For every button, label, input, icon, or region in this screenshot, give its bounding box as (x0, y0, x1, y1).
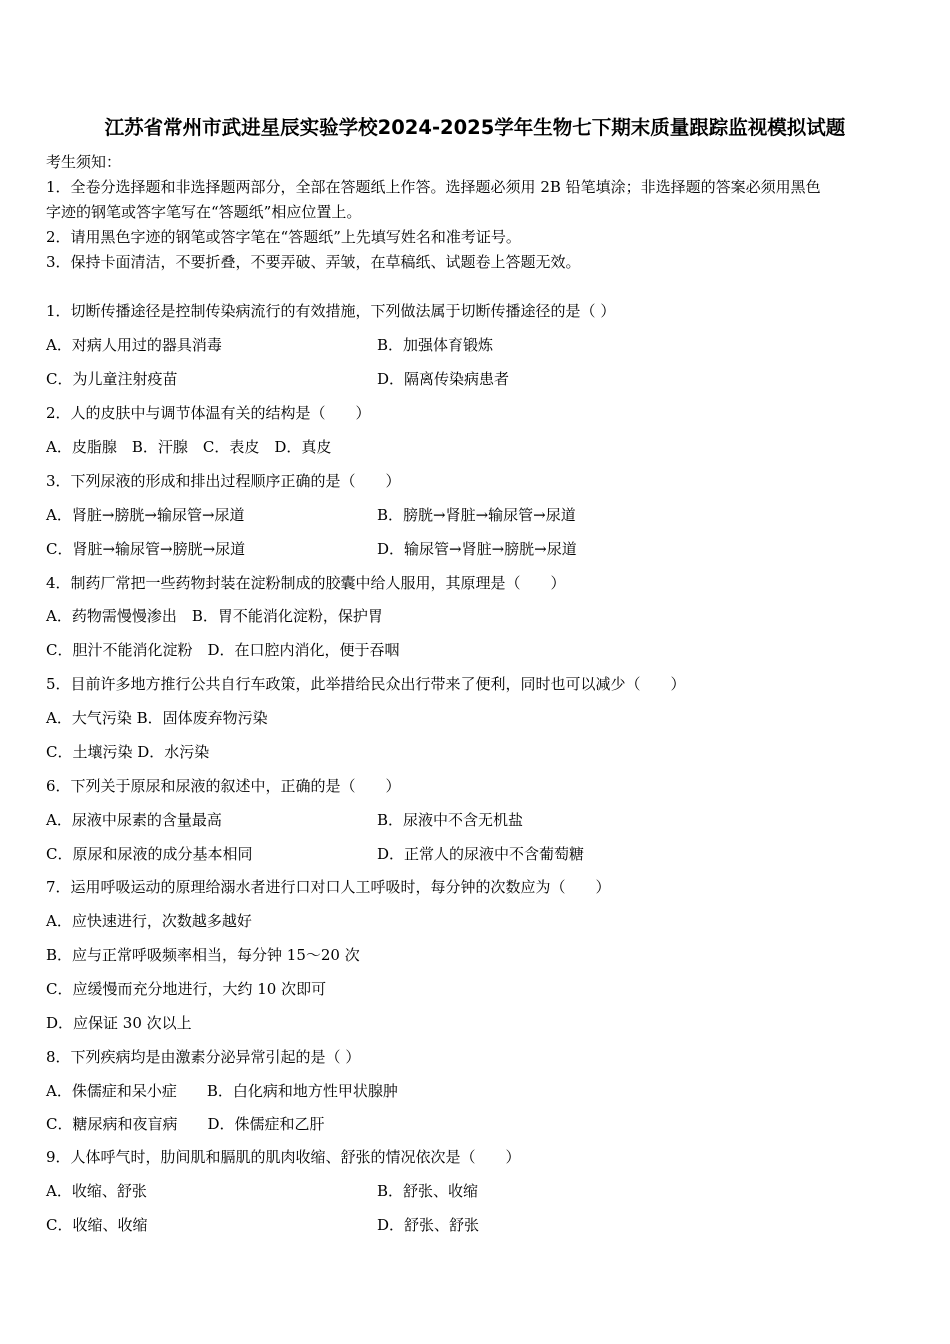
notice-item: 1．全卷分选择题和非选择题两部分，全部在答题纸上作答。选择题必须用 2B 铅笔填涂；非选择题的答案必须用黑色 (46, 178, 821, 196)
option-row[interactable]: A．药物需慢慢渗出 B．胃不能消化淀粉，保护胃 (46, 607, 383, 625)
option-row[interactable]: A．大气污染 B．固体废弃物污染 (46, 709, 268, 727)
notice-item: 3．保持卡面清洁，不要折叠，不要弄破、弄皱，在草稿纸、试题卷上答题无效。 (46, 253, 581, 271)
question-stem: 4．制药厂常把一些药物封装在淀粉制成的胶囊中给人服用，其原理是（ ） (46, 574, 566, 592)
option-a[interactable]: A．肾脏→膀胱→输尿管→尿道 (46, 506, 245, 524)
question-stem: 5．目前许多地方推行公共自行车政策，此举措给民众出行带来了便利，同时也可以减少（ ） (46, 675, 686, 693)
option-d[interactable]: D．输尿管→肾脏→膀胱→尿道 (377, 540, 577, 558)
question-stem: 7．运用呼吸运动的原理给溺水者进行口对口人工呼吸时，每分钟的次数应为（ ） (46, 878, 611, 896)
notice-item: 2．请用黑色字迹的钢笔或答字笔在“答题纸”上先填写姓名和准考证号。 (46, 228, 521, 246)
option-b[interactable]: B．膀胱→肾脏→输尿管→尿道 (377, 506, 576, 524)
option-b[interactable]: B．尿液中不含无机盐 (377, 811, 524, 829)
option-row[interactable]: C．胆汁不能消化淀粉 D．在口腔内消化，便于吞咽 (46, 641, 400, 659)
option-b[interactable]: B．舒张、收缩 (377, 1182, 479, 1200)
option-d[interactable]: D．应保证 30 次以上 (46, 1014, 192, 1032)
question-stem: 2．人的皮肤中与调节体温有关的结构是（ ） (46, 404, 371, 422)
notice-item: 字迹的钢笔或答字笔写在“答题纸”相应位置上。 (46, 203, 362, 221)
exam-title: 江苏省常州市武进星辰实验学校2024-2025学年生物七下期末质量跟踪监视模拟试题 (104, 116, 846, 139)
option-d[interactable]: D．隔离传染病患者 (377, 370, 510, 388)
option-d[interactable]: D．舒张、舒张 (377, 1216, 480, 1234)
option-row[interactable]: C．糖尿病和夜盲病 D．侏儒症和乙肝 (46, 1115, 325, 1133)
question-stem: 3．下列尿液的形成和排出过程顺序正确的是（ ） (46, 472, 401, 490)
question-stem: 6．下列关于原尿和尿液的叙述中，正确的是（ ） (46, 777, 401, 795)
question-stem: 1．切断传播途径是控制传染病流行的有效措施，下列做法属于切断传播途径的是（ ） (46, 302, 616, 320)
option-a[interactable]: A．应快速进行，次数越多越好 (46, 912, 252, 930)
option-d[interactable]: D．正常人的尿液中不含葡萄糖 (377, 845, 585, 863)
option-row[interactable]: A．侏儒症和呆小症 B．白化病和地方性甲状腺肿 (46, 1082, 398, 1100)
question-stem: 9．人体呼气时，肋间肌和膈肌的肌肉收缩、舒张的情况依次是（ ） (46, 1148, 521, 1166)
option-c[interactable]: C．为儿童注射疫苗 (46, 370, 178, 388)
option-a[interactable]: A．收缩、舒张 (46, 1182, 147, 1200)
option-c[interactable]: C．收缩、收缩 (46, 1216, 148, 1234)
option-c[interactable]: C．肾脏→输尿管→膀胱→尿道 (46, 540, 246, 558)
option-a[interactable]: A．尿液中尿素的含量最高 (46, 811, 222, 829)
option-row[interactable]: C．土壤污染 D．水污染 (46, 743, 210, 761)
option-b[interactable]: B．应与正常呼吸频率相当，每分钟 15～20 次 (46, 946, 360, 964)
option-a[interactable]: A．对病人用过的器具消毒 (46, 336, 222, 354)
option-row[interactable]: A．皮脂腺 B．汗腺 C．表皮 D．真皮 (46, 438, 332, 456)
notice-heading: 考生须知： (46, 153, 122, 171)
question-stem: 8．下列疾病均是由激素分泌异常引起的是（ ） (46, 1048, 361, 1066)
option-c[interactable]: C．应缓慢而充分地进行，大约 10 次即可 (46, 980, 327, 998)
option-b[interactable]: B．加强体育锻炼 (377, 336, 494, 354)
option-c[interactable]: C．原尿和尿液的成分基本相同 (46, 845, 253, 863)
